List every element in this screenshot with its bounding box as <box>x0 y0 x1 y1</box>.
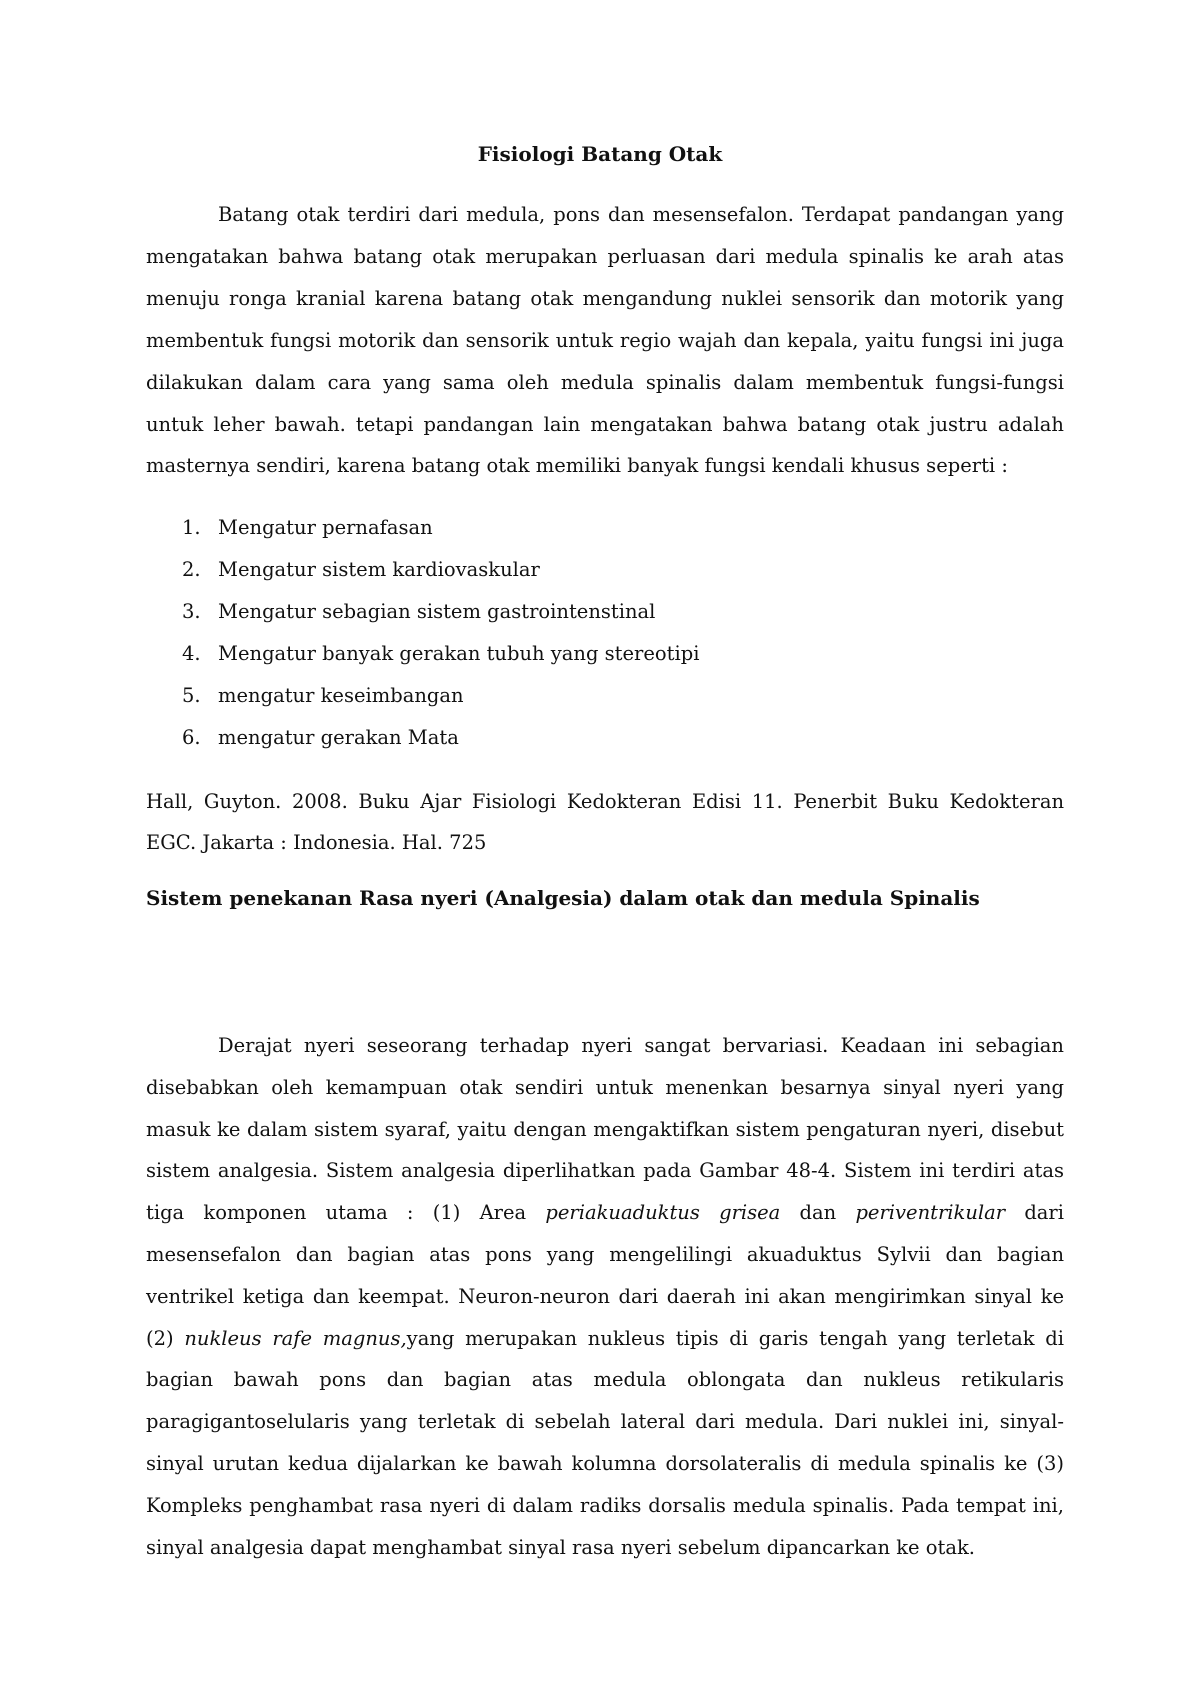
list-item: 2. Mengatur sistem kardiovaskular <box>182 558 540 581</box>
list-item: 6. mengatur gerakan Mata <box>182 726 459 749</box>
list-item: 4. Mengatur banyak gerakan tubuh yang stereotipi <box>182 642 700 665</box>
document-title: Fisiologi Batang Otak <box>477 142 723 166</box>
paragraph-brainstem: Batang otak terdiri dari medula, pons dan mesensefalon. Terdapat pandangan yang mengatakan bahwa batang otak merupakan perluasan dari medula spinalis ke arah atas menuju ronga kranial karena batang otak mengandung nuklei sensorik dan motorik yang membentuk fungsi motorik dan sensorik untuk regio wajah dan kepala, yaitu fungsi ini juga dilakukan dalam cara yang sama oleh medula spinalis dalam membentuk fungsi-fungsi untuk leher bawah. tetapi pandangan lain mengatakan bahwa batang otak justru adalah masternya sendiri, karena batang otak memiliki banyak fungsi kendali khusus seperti : <box>146 203 1064 478</box>
list-item: 1. Mengatur pernafasan <box>182 516 433 539</box>
reference-citation: Hall, Guyton. 2008. Buku Ajar Fisiologi Kedokteran Edisi 11. Penerbit Buku Kedokteran EGC. Jakarta : Indonesia. Hal. 725 <box>146 790 1064 854</box>
function-list <box>146 507 1046 759</box>
list-item: 5. mengatur keseimbangan <box>182 684 464 707</box>
list-item: 3. Mengatur sebagian sistem gastrointenstinal <box>182 600 656 623</box>
paragraph-analgesia: Derajat nyeri seseorang terhadap nyeri sangat bervariasi. Keadaan ini sebagian disebabkan oleh kemampuan otak sendiri untuk menenkan besarnya sinyal nyeri yang masuk ke dalam sistem syaraf, yaitu dengan mengaktifkan sistem pengaturan nyeri, disebut sistem analgesia. Sistem analgesia diperlihatkan pada Gambar 48-4. Sistem ini terdiri atas tiga komponen utama : (1) Area periakuaduktus grisea dan periventrikular dari mesensefalon dan bagian atas pons yang mengelilingi akuaduktus Sylvii dan bagian ventrikel ketiga dan keempat. Neuron-neuron dari daerah ini akan mengirimkan sinyal ke (2) nukleus rafe magnus,yang merupakan nukleus tipis di garis tengah yang terletak di bagian bawah pons dan bagian atas medula oblongata dan nukleus retikularis paragigantoselularis yang terletak di sebelah lateral dari medula. Dari nuklei ini, sinyal- sinyal urutan kedua dijalarkan ke bawah kolumna dorsolateralis di medula spinalis ke (3) Kompleks penghambat rasa nyeri di dalam radiks dorsalis medula spinalis. Pada tempat ini, sinyal analgesia dapat menghambat sinyal rasa nyeri sebelum dipancarkan ke otak. <box>146 1034 1064 1559</box>
section-heading-analgesia: Sistem penekanan Rasa nyeri (Analgesia) dalam otak dan medula Spinalis <box>146 886 980 910</box>
term-periventrikular: periventrikular <box>855 1201 1006 1225</box>
term-periakuaduktus: periakuaduktus grisea <box>545 1201 781 1225</box>
term-nukleus-rafe-magnus: nukleus rafe magnus, <box>184 1326 407 1350</box>
